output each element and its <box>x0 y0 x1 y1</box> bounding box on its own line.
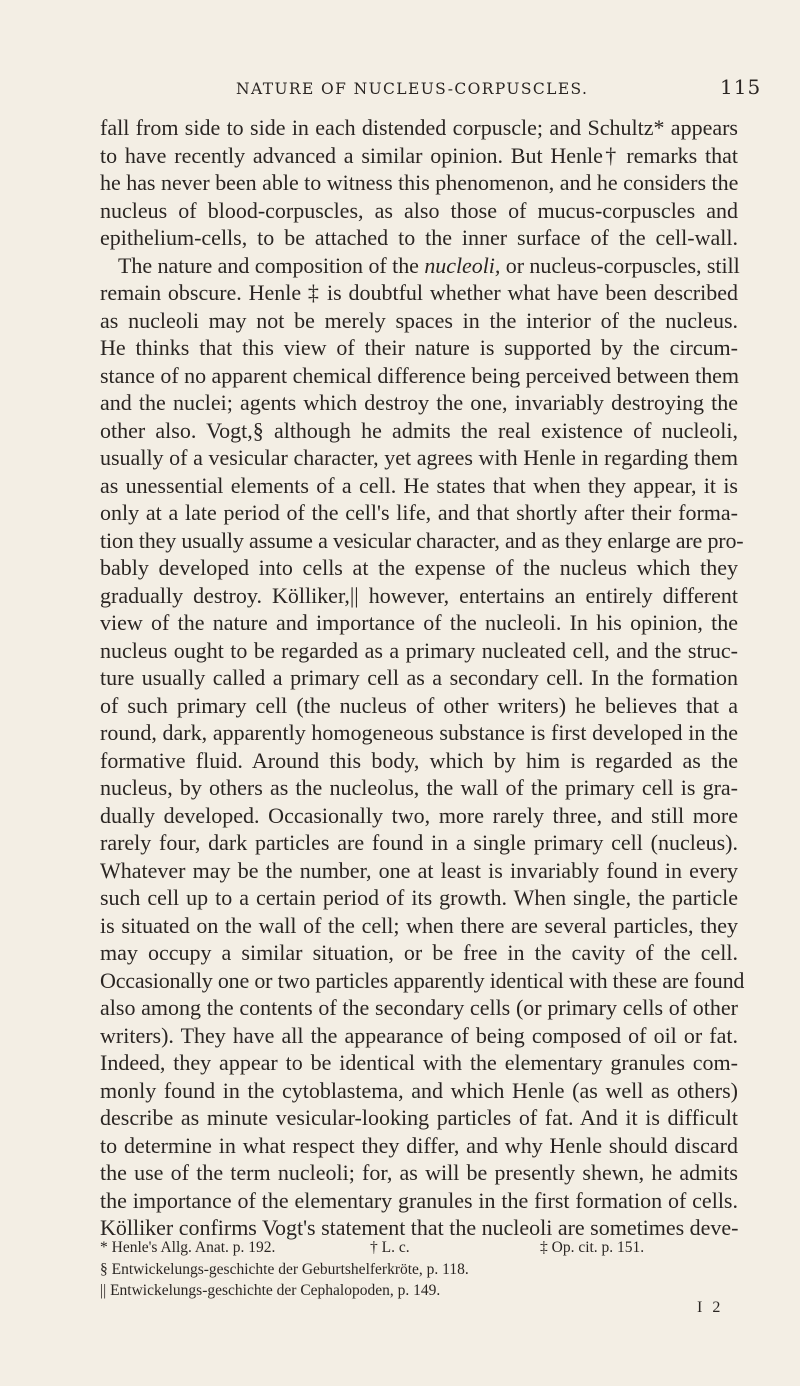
text-line: fall from side to side in each distended corpuscle; and Schultz* appears <box>100 115 738 140</box>
text-line: he has never been able to witness this phenomenon, and he considers the <box>100 170 739 195</box>
text-line: He thinks that this view of their nature is supported by the circum- <box>100 335 738 360</box>
text-line: rarely four, dark particles are found in a single primary cell (nucleus). <box>100 830 738 855</box>
text-line: the use of the term nucleoli; for, as will be presently shewn, he admits <box>100 1160 738 1185</box>
text-line: The nature and composition of the nucleoli, or nucleus-corpuscles, still <box>118 252 740 278</box>
text-line: tion they usually assume a vesicular character, and as they enlarge are pro- <box>100 527 744 553</box>
text-line: as unessential elements of a cell. He states that when they appear, it is <box>100 472 738 498</box>
text-line: nucleus ought to be regarded as a primary nucleated cell, and the struc- <box>100 637 738 663</box>
text-line: Kölliker confirms Vogt's statement that the nucleoli are sometimes deve- <box>100 1215 739 1240</box>
running-title: NATURE OF NUCLEUS-CORPUSCLES. <box>236 80 589 98</box>
text-line: Occasionally one or two particles apparently identical with these are found <box>100 967 745 993</box>
text-line: nucleus, by others as the nucleolus, the wall of the primary cell is gra- <box>100 775 738 800</box>
text-line: to have recently advanced a similar opinion. But Henle† remarks that <box>100 142 738 168</box>
footnote-row-1 <box>100 1237 740 1259</box>
text-line: Indeed, they appear to be identical with the elementary granules com- <box>100 1050 738 1075</box>
text-line: round, dark, apparently homogeneous substance is first developed in the <box>100 720 738 745</box>
text-line: describe as minute vesicular-looking particles of fat. And it is difficult <box>100 1105 738 1130</box>
text-line: may occupy a similar situation, or be free in the cavity of the cell. <box>100 940 738 965</box>
footnote-parallel: || Entwickelungs-geschichte der Cephalopoden, p. 149. <box>100 1282 441 1299</box>
text-line: and the nuclei; agents which destroy the one, invariably destroying the <box>100 390 738 415</box>
text-line: ture usually called a primary cell as a secondary cell. In the formation <box>100 665 738 690</box>
text-line: nucleus of blood-corpuscles, as also those of mucus-corpuscles and <box>100 197 738 223</box>
text-line: gradually destroy. Kölliker,|| however, entertains an entirely different <box>100 582 738 608</box>
text-line: Whatever may be the number, one at least is invariably found in every <box>100 857 738 883</box>
page-number: 115 <box>720 75 762 99</box>
text-line: the importance of the elementary granules in the first formation of cells. <box>100 1187 738 1213</box>
text-line: to determine in what respect they differ, and why Henle should discard <box>100 1132 738 1158</box>
text-line: such cell up to a certain period of its growth. When single, the particle <box>100 885 738 910</box>
signature-mark: I 2 <box>697 1299 724 1316</box>
footnote-section: § Entwickelungs-geschichte der Geburtshelferkröte, p. 118. <box>100 1260 469 1278</box>
text-line: remain obscure. Henle ‡ is doubtful whether what have been described <box>100 280 738 305</box>
footnote-star: * Henle's Allg. Anat. p. 192. <box>100 1239 276 1256</box>
footnotes <box>100 1237 740 1302</box>
text-line: usually of a vesicular character, yet agrees with Henle in regarding them <box>100 445 738 470</box>
text-line: monly found in the cytoblastema, and which Henle (as well as others) <box>100 1077 738 1103</box>
text-line: bably developed into cells at the expense of the nucleus which they <box>100 555 738 580</box>
text-line: as nucleoli may not be merely spaces in the interior of the nucleus. <box>100 307 738 333</box>
text-line: stance of no apparent chemical difference being perceived between them <box>100 362 740 388</box>
text-line: view of the nature and importance of the nucleoli. In his opinion, the <box>100 610 738 635</box>
text-line: is situated on the wall of the cell; when there are several particles, they <box>100 912 738 938</box>
text-line: writers). They have all the appearance of being composed of oil or fat. <box>100 1022 738 1048</box>
footnote-double-dagger: ‡ Op. cit. p. 151. <box>540 1239 645 1256</box>
body-text <box>100 114 745 1242</box>
text-line: other also. Vogt,§ although he admits the real existence of nucleoli, <box>100 417 738 443</box>
text-line: also among the contents of the secondary cells (or primary cells of other <box>100 995 738 1020</box>
text-line: only at a late period of the cell's life, and that shortly after their forma- <box>100 500 738 525</box>
text-line: of such primary cell (the nucleus of other writers) he believes that a <box>100 692 738 718</box>
text-line: formative fluid. Around this body, which by him is regarded as the <box>100 747 738 773</box>
footnote-dagger: † L. c. <box>370 1239 410 1256</box>
text-line: dually developed. Occasionally two, more rarely three, and still more <box>100 802 738 828</box>
text-line: epithelium-cells, to be attached to the inner surface of the cell-wall. <box>100 225 738 250</box>
